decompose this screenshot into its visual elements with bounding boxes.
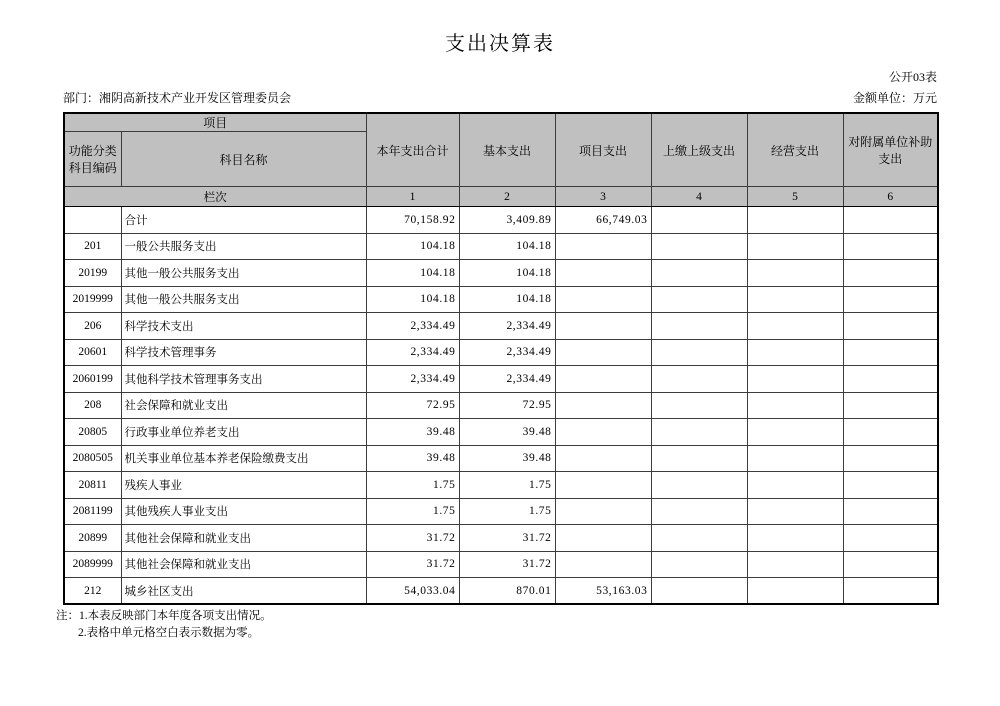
table-row (64, 419, 938, 446)
cell-function-code: 20811 (64, 472, 121, 499)
cell-value (651, 578, 747, 605)
cell-value (843, 472, 938, 499)
cell-value (747, 498, 843, 525)
cell-value (747, 419, 843, 446)
table-row (64, 339, 938, 366)
cell-value: 2,334.49 (366, 313, 459, 340)
table-row (64, 472, 938, 499)
header-col-operating-expenditure: 经营支出 (747, 113, 843, 187)
cell-value (747, 366, 843, 393)
cell-value (843, 392, 938, 419)
cell-value (651, 498, 747, 525)
cell-value: 2,334.49 (366, 366, 459, 393)
cell-value (843, 419, 938, 446)
cell-value: 31.72 (459, 551, 555, 578)
cell-value: 1.75 (366, 472, 459, 499)
cell-value (747, 286, 843, 313)
cell-value (843, 551, 938, 578)
cell-value (747, 392, 843, 419)
cell-value (555, 445, 651, 472)
cell-value (651, 207, 747, 234)
cell-value: 1.75 (459, 498, 555, 525)
table-row (64, 207, 938, 234)
cell-value (747, 313, 843, 340)
header-col-project-expenditure: 项目支出 (555, 113, 651, 187)
unit-label: 金额单位：万元 (852, 91, 937, 105)
cell-value: 104.18 (366, 260, 459, 287)
cell-subject-name: 机关事业单位基本养老保险缴费支出 (121, 445, 366, 472)
cell-value: 104.18 (366, 286, 459, 313)
table-header (64, 113, 938, 207)
cell-value (747, 260, 843, 287)
header-function-code (64, 132, 121, 187)
cell-value (747, 525, 843, 552)
table-row (64, 392, 938, 419)
table-row (64, 366, 938, 393)
cell-function-code: 2019999 (64, 286, 121, 313)
cell-value: 104.18 (366, 233, 459, 260)
cell-value (747, 339, 843, 366)
cell-subject-name: 一般公共服务支出 (121, 233, 366, 260)
cell-function-code: 2060199 (64, 366, 121, 393)
cell-value: 104.18 (459, 286, 555, 313)
cell-subject-name: 残疾人事业 (121, 472, 366, 499)
header-index-2: 2 (459, 187, 555, 207)
cell-value (651, 525, 747, 552)
cell-value (843, 525, 938, 552)
header-index-1: 1 (366, 187, 459, 207)
cell-subject-name: 社会保障和就业支出 (121, 392, 366, 419)
cell-subject-name: 其他科学技术管理事务支出 (121, 366, 366, 393)
cell-value (843, 260, 938, 287)
cell-value: 2,334.49 (366, 339, 459, 366)
cell-value (555, 339, 651, 366)
cell-value: 1.75 (366, 498, 459, 525)
cell-subject-name: 城乡社区支出 (121, 578, 366, 605)
cell-value (651, 366, 747, 393)
cell-value: 39.48 (459, 445, 555, 472)
cell-value (843, 445, 938, 472)
cell-value (651, 286, 747, 313)
cell-value: 72.95 (366, 392, 459, 419)
table-row (64, 498, 938, 525)
cell-subject-name: 其他一般公共服务支出 (121, 286, 366, 313)
cell-value (555, 313, 651, 340)
cell-value: 2,334.49 (459, 313, 555, 340)
cell-value (555, 366, 651, 393)
table-row (64, 525, 938, 552)
cell-value (651, 339, 747, 366)
cell-value: 2,334.49 (459, 366, 555, 393)
cell-value (843, 207, 938, 234)
cell-function-code: 20601 (64, 339, 121, 366)
header-index-6: 6 (843, 187, 938, 207)
cell-value (747, 472, 843, 499)
header-index-3: 3 (555, 187, 651, 207)
cell-value: 31.72 (366, 551, 459, 578)
table-body (64, 207, 938, 605)
cell-function-code: 20199 (64, 260, 121, 287)
cell-function-code (64, 207, 121, 234)
cell-value (555, 286, 651, 313)
form-code-label: 公开03表 (888, 70, 937, 84)
cell-value: 2,334.49 (459, 339, 555, 366)
cell-value: 104.18 (459, 233, 555, 260)
cell-subject-name: 其他社会保障和就业支出 (121, 525, 366, 552)
table-row (64, 313, 938, 340)
meta-row (63, 89, 937, 106)
cell-value: 104.18 (459, 260, 555, 287)
cell-subject-name: 科学技术管理事务 (121, 339, 366, 366)
cell-value (843, 578, 938, 605)
cell-value (843, 498, 938, 525)
cell-value (747, 578, 843, 605)
cell-value: 72.95 (459, 392, 555, 419)
cell-value (651, 472, 747, 499)
cell-value (651, 551, 747, 578)
cell-value: 3,409.89 (459, 207, 555, 234)
cell-function-code: 2080505 (64, 445, 121, 472)
cell-subject-name: 行政事业单位养老支出 (121, 419, 366, 446)
expenditure-table (63, 112, 939, 605)
table-row (64, 578, 938, 605)
cell-value: 39.48 (366, 445, 459, 472)
header-index-5: 5 (747, 187, 843, 207)
cell-function-code: 2081199 (64, 498, 121, 525)
cell-value (555, 525, 651, 552)
cell-subject-name: 其他一般公共服务支出 (121, 260, 366, 287)
cell-value (555, 551, 651, 578)
header-col-basic-expenditure: 基本支出 (459, 113, 555, 187)
table-row (64, 286, 938, 313)
cell-value (651, 392, 747, 419)
cell-function-code: 206 (64, 313, 121, 340)
cell-function-code: 20805 (64, 419, 121, 446)
header-col-subsidy-expenditure: 对附属单位补助支出 (843, 113, 938, 187)
cell-value (651, 419, 747, 446)
report-content (56, 0, 937, 642)
cell-value (747, 207, 843, 234)
cell-value (651, 313, 747, 340)
note-line-2: 2.表格中单元格空白表示数据为零。 (78, 627, 260, 639)
cell-value: 39.48 (366, 419, 459, 446)
cell-value (555, 260, 651, 287)
page-title: 支出决算表 (445, 33, 555, 55)
cell-value: 39.48 (459, 419, 555, 446)
note-line-1: 注：1.本表反映部门本年度各项支出情况。 (56, 610, 272, 622)
cell-function-code: 2089999 (64, 551, 121, 578)
cell-value (555, 392, 651, 419)
cell-subject-name: 科学技术支出 (121, 313, 366, 340)
table-row (64, 260, 938, 287)
cell-value (651, 445, 747, 472)
header-project-group: 项目 (64, 113, 366, 132)
cell-value (555, 472, 651, 499)
cell-value (651, 233, 747, 260)
cell-value (843, 366, 938, 393)
header-index-4: 4 (651, 187, 747, 207)
notes-block (56, 608, 937, 642)
cell-function-code: 20899 (64, 525, 121, 552)
cell-subject-name: 合计 (121, 207, 366, 234)
cell-value (747, 233, 843, 260)
cell-value (651, 260, 747, 287)
cell-value: 870.01 (459, 578, 555, 605)
header-col-total-expenditure: 本年支出合计 (366, 113, 459, 187)
header-function-code-line2: 科目编码 (68, 161, 117, 175)
cell-value (747, 445, 843, 472)
cell-value: 31.72 (366, 525, 459, 552)
cell-value (747, 551, 843, 578)
cell-function-code: 208 (64, 392, 121, 419)
cell-subject-name: 其他残疾人事业支出 (121, 498, 366, 525)
header-function-code-line1: 功能分类 (68, 144, 117, 158)
cell-value (843, 313, 938, 340)
cell-value (555, 498, 651, 525)
cell-value: 66,749.03 (555, 207, 651, 234)
cell-value (843, 286, 938, 313)
cell-function-code: 212 (64, 578, 121, 605)
cell-value: 54,033.04 (366, 578, 459, 605)
header-index-label: 栏次 (64, 187, 366, 207)
cell-subject-name: 其他社会保障和就业支出 (121, 551, 366, 578)
cell-value (843, 339, 938, 366)
table-row (64, 445, 938, 472)
table-row (64, 233, 938, 260)
cell-function-code: 201 (64, 233, 121, 260)
cell-value: 70,158.92 (366, 207, 459, 234)
cell-value: 31.72 (459, 525, 555, 552)
department-label: 部门：湘阴高新技术产业开发区管理委员会 (63, 91, 292, 105)
cell-value: 1.75 (459, 472, 555, 499)
cell-value (555, 233, 651, 260)
header-subject-name: 科目名称 (121, 132, 366, 187)
table-row (64, 551, 938, 578)
cell-value (843, 233, 938, 260)
cell-value: 53,163.03 (555, 578, 651, 605)
cell-value (555, 419, 651, 446)
header-col-upturn-expenditure: 上缴上级支出 (651, 113, 747, 187)
